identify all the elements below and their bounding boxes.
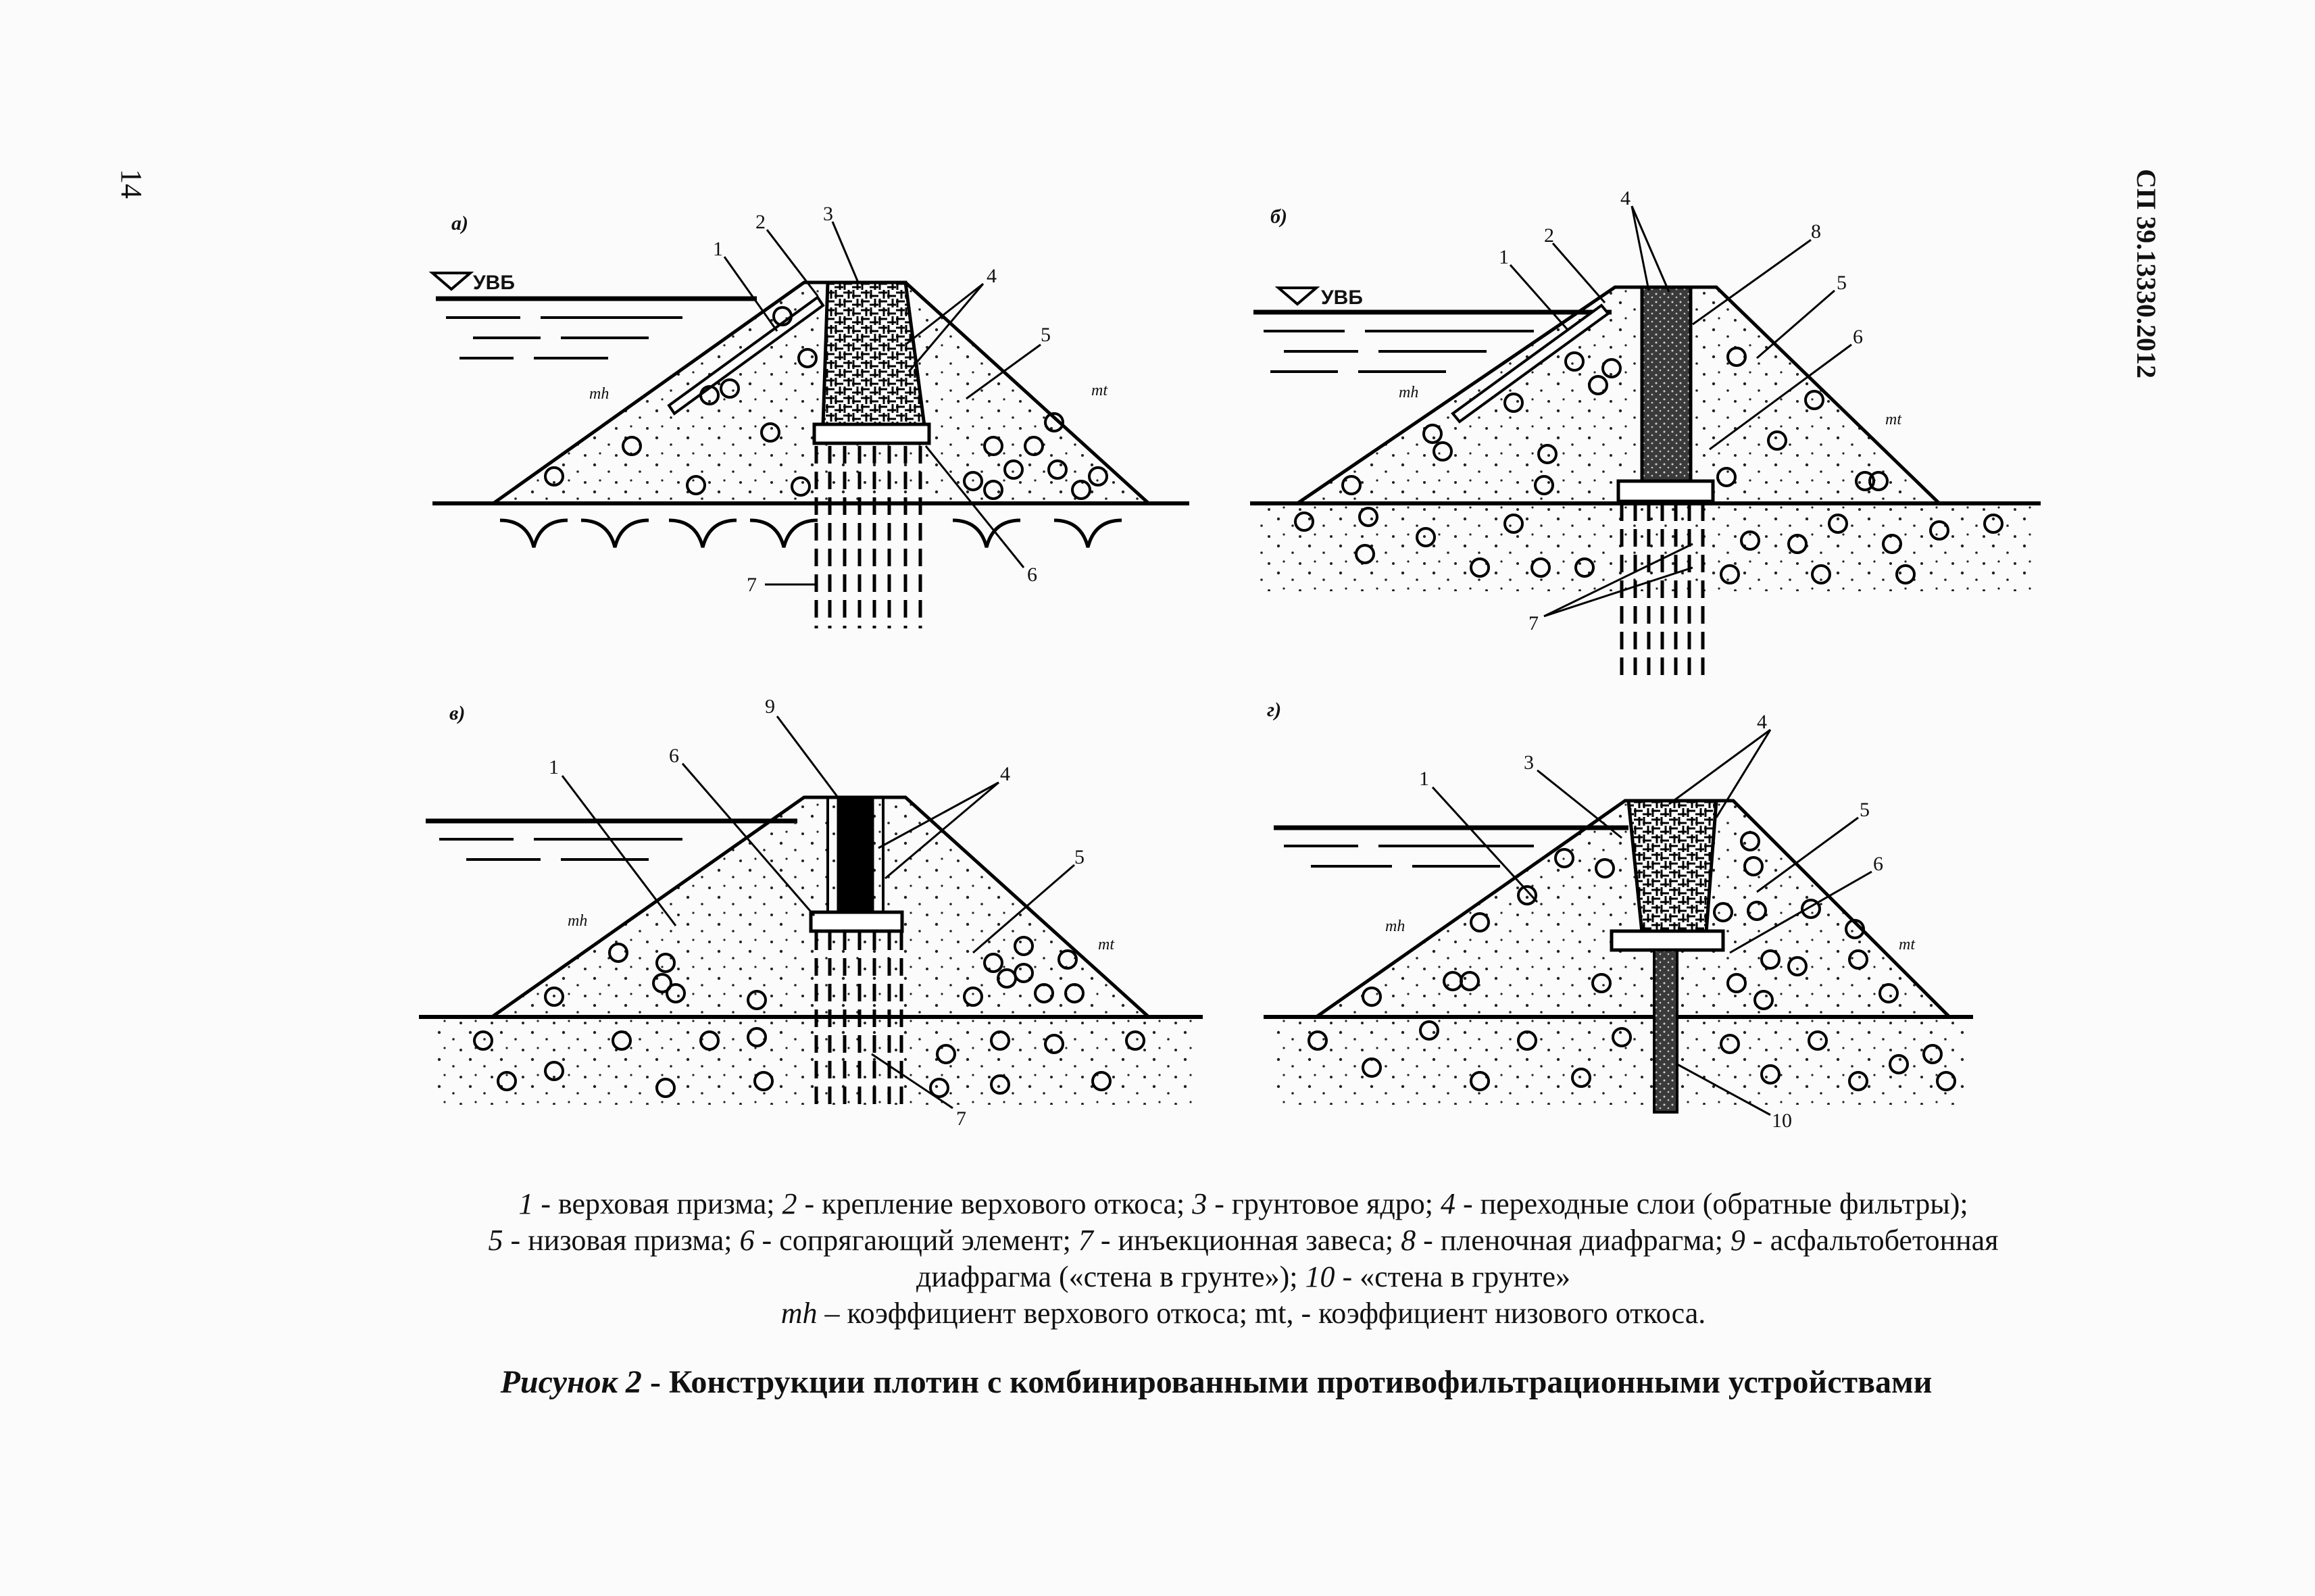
panel-g-callout-6: 6: [1873, 853, 1883, 875]
panel-b-callout-7: 7: [1528, 612, 1539, 634]
legend-number: 4: [1440, 1187, 1455, 1220]
panel-b-grout-curtain: [1622, 503, 1703, 676]
legend-number: 8: [1401, 1224, 1416, 1257]
legend-number: 5: [488, 1224, 503, 1257]
panel-b-connecting-element: [1618, 481, 1713, 501]
panel-a-water-label: УВБ: [473, 272, 515, 294]
panel-v-asphalt-diaphragm: [838, 797, 873, 912]
panel-v-dam-body: [492, 797, 1149, 1017]
panel-b-film-diaphragm: [1642, 287, 1691, 483]
panel-g-letter: г): [1267, 699, 1282, 721]
panel-b: [1250, 187, 2041, 676]
legend-text: - пленочная диафрагма;: [1416, 1224, 1731, 1257]
panel-a-slope-down-label: mt: [1091, 382, 1107, 399]
legend-number: 7: [1078, 1224, 1093, 1257]
panel-a-connecting-element: [814, 424, 929, 443]
legend-line-1: [378, 1186, 2108, 1222]
panel-g-core: [1628, 801, 1716, 932]
legend-text: - переходные слои (обратные фильтры);: [1455, 1187, 1968, 1220]
legend-text: – коэффициент верхового откоса;: [817, 1297, 1255, 1330]
caption-text: - Конструкции плотин с комбинированными противофильтрационными устройствами: [641, 1364, 1933, 1400]
legend-number: 9: [1730, 1224, 1745, 1257]
panel-g-slurry-wall: [1654, 950, 1677, 1112]
panel-a-callout-7: 7: [747, 574, 757, 596]
panel-b-dam-body: [1297, 287, 1939, 503]
panel-v-connecting-element: [811, 912, 902, 931]
panel-a-callout-6: 6: [1027, 564, 1037, 586]
legend-number: 6: [739, 1224, 755, 1257]
panel-g-callout-5: 5: [1860, 799, 1870, 821]
legend-text: - инъекционная завеса;: [1093, 1224, 1401, 1257]
panel-v-letter: в): [449, 702, 466, 724]
figure-caption: [338, 1364, 2095, 1401]
legend-symbol: mt,: [1255, 1297, 1294, 1330]
panel-a-callout-1: 1: [713, 238, 723, 260]
panel-b-slope-down-label: mt: [1885, 411, 1901, 428]
panel-a-callout-4: 4: [987, 265, 997, 287]
panel-a: [432, 203, 1189, 628]
panel-b-water-label: УВБ: [1321, 286, 1363, 309]
legend-number: 1: [518, 1187, 534, 1220]
panel-g-callout-10: 10: [1772, 1109, 1792, 1132]
panel-v-callout-7: 7: [956, 1107, 966, 1130]
legend-text: - асфальтобетонная: [1745, 1224, 1999, 1257]
panel-v: [419, 695, 1203, 1130]
legend-number: 10: [1305, 1260, 1335, 1293]
panel-g-callout-4: 4: [1757, 711, 1767, 733]
legend-line-2: [378, 1222, 2108, 1259]
panel-b-letter: б): [1270, 205, 1287, 228]
legend-text: - «стена в грунте»: [1335, 1260, 1571, 1293]
panel-b-callout-1: 1: [1499, 246, 1509, 268]
panel-b-foundation-soil: [1257, 503, 2034, 591]
panel-b-callout-2: 2: [1544, 224, 1554, 247]
panel-g: [1264, 699, 1973, 1132]
legend-text: - низовая призма;: [503, 1224, 740, 1257]
panel-g-callout-1: 1: [1419, 768, 1429, 790]
figure-legend: [378, 1186, 2108, 1332]
panel-v-callout-9: 9: [765, 695, 775, 718]
document-code: СП 39.13330.2012: [2131, 169, 2162, 378]
legend-number: 3: [1192, 1187, 1208, 1220]
page-number: 14: [115, 169, 148, 199]
legend-text: - коэффициент низового откоса.: [1293, 1297, 1706, 1330]
legend-text: диафрагма («стена в грунте»);: [916, 1260, 1305, 1293]
water-level-icon: [432, 273, 470, 289]
panel-a-slope-up-label: mh: [589, 385, 609, 403]
panel-a-callout-2: 2: [755, 211, 766, 233]
panel-a-callout-5: 5: [1041, 324, 1051, 346]
panel-g-slope-up-label: mh: [1385, 918, 1405, 935]
panel-v-callout-5: 5: [1074, 846, 1085, 868]
legend-number: 2: [782, 1187, 797, 1220]
panel-g-slope-down-label: mt: [1899, 936, 1915, 953]
panel-v-callout-1: 1: [549, 756, 559, 778]
panel-g-callout-3: 3: [1524, 751, 1534, 774]
legend-line-3: [378, 1259, 2108, 1295]
legend-text: - сопрягающий элемент;: [754, 1224, 1078, 1257]
panel-g-connecting-element: [1612, 931, 1723, 950]
caption-prefix: Рисунок 2: [500, 1364, 642, 1400]
panel-b-callout-4: 4: [1620, 187, 1631, 209]
panel-a-rock-marks: [500, 520, 1122, 547]
panel-v-callout-4: 4: [1000, 763, 1010, 785]
legend-line-4: [378, 1295, 2108, 1332]
panel-v-callout-6: 6: [669, 745, 679, 767]
panel-b-callout-6: 6: [1853, 326, 1863, 348]
panel-b-callout-5: 5: [1837, 272, 1847, 294]
water-level-icon: [1278, 288, 1316, 304]
panel-b-slope-up-label: mh: [1399, 384, 1419, 401]
panel-v-slope-down-label: mt: [1098, 936, 1114, 953]
legend-symbol: mh: [780, 1297, 818, 1330]
panel-a-callout-3: 3: [823, 203, 833, 225]
panel-v-foundation-soil: [432, 1017, 1196, 1105]
legend-text: - верховая призма;: [533, 1187, 782, 1220]
panel-b-callout-8: 8: [1811, 220, 1821, 243]
legend-text: - крепление верхового откоса;: [797, 1187, 1193, 1220]
panel-v-slope-up-label: mh: [568, 912, 588, 930]
legend-text: - грунтовое ядро;: [1207, 1187, 1441, 1220]
panel-a-core: [823, 282, 924, 426]
panel-a-letter: а): [451, 212, 468, 234]
